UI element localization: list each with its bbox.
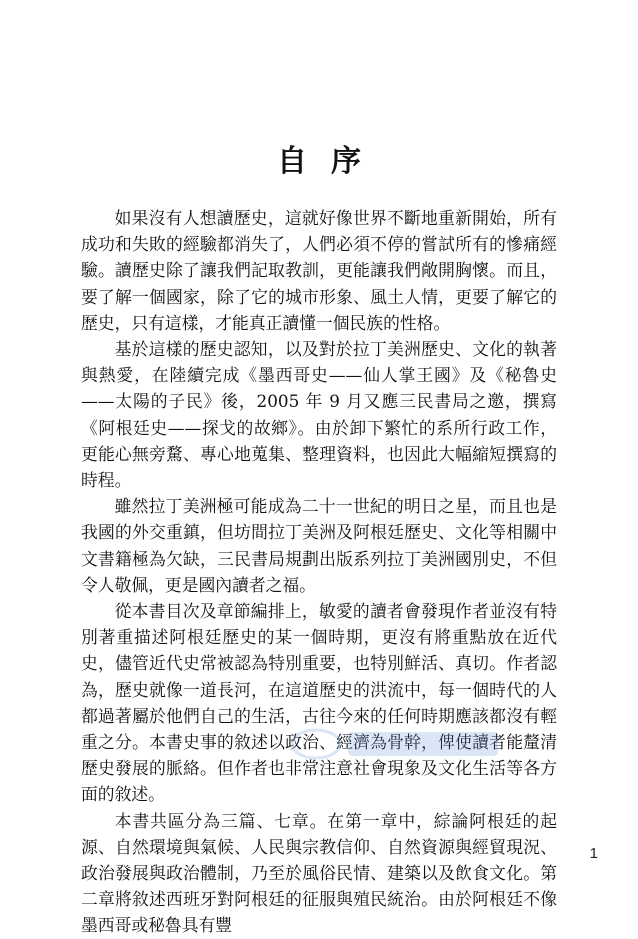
paragraph-4: 從本書目次及章節編排上，敏愛的讀者會發現作者並沒有特別著重描述阿根廷歷史的某一個時期，更沒有將重點放在近代史，儘管近代史常被認為特別重要，也特別鮮活、真切。作者認為，歷史就像一道長河，在這道歷史的洪流中，每一個時代的人都過著屬於他們自己的生活，古往今來的任何時期應該都沒有輕重之分。本書史事的敘述以政治、經濟為骨幹，俾使讀者能釐清歷史發展的脈絡。但作者也非常注意社會現象及文化生活等各方面的敘述。 xyxy=(81,601,557,805)
paragraph-1: 如果沒有人想讀歷史，這就好像世界不斷地重新開始，所有成功和失敗的經驗都消失了，人們必須不停的嘗試所有的慘痛經驗。讀歷史除了讓我們記取教訓，更能讓我們敞開胸懷。而且，要了解一個國家，除了它的城市形象、風土人情，更要了解它的歷史，只有這樣，才能真正讀懂一個民族的性格。 xyxy=(81,208,557,333)
preface-body xyxy=(81,205,557,939)
page-title: 自序 xyxy=(277,144,385,179)
paragraph-2: 基於這樣的歷史認知，以及對於拉丁美洲歷史、文化的執著與熱愛，在陸續完成《墨西哥史——仙人掌王國》及《秘魯史——太陽的子民》後，2005 年 9 月又應三民書局之邀，撰寫《阿根廷史——探戈的故鄉》。由於卸下繁忙的系所行政工作，更能心無旁騖、專心地蒐集、整理資料，也因此大幅縮短撰寫的時程。 xyxy=(81,339,557,491)
page-number: 1 xyxy=(589,845,598,862)
paragraph-5: 本書共區分為三篇、七章。在第一章中，綜論阿根廷的起源、自然環境與氣候、人民與宗教信仰、自然資源與經貿現況、政治發展與政治體制，乃至於風俗民情、建築以及飲食文化。第二章將敘述西班牙對阿根廷的征服與殖民統治。由於阿根廷不像墨西哥或秘魯具有豐 xyxy=(81,810,557,936)
paragraph-3: 雖然拉丁美洲極可能成為二十一世紀的明日之星，而且也是我國的外交重鎮，但坊間拉丁美洲及阿根廷歷史、文化等相關中文書籍極為欠缺，三民書局規劃出版系列拉丁美洲國別史，不但令人敬佩，更是國內讀者之福。 xyxy=(81,496,557,595)
